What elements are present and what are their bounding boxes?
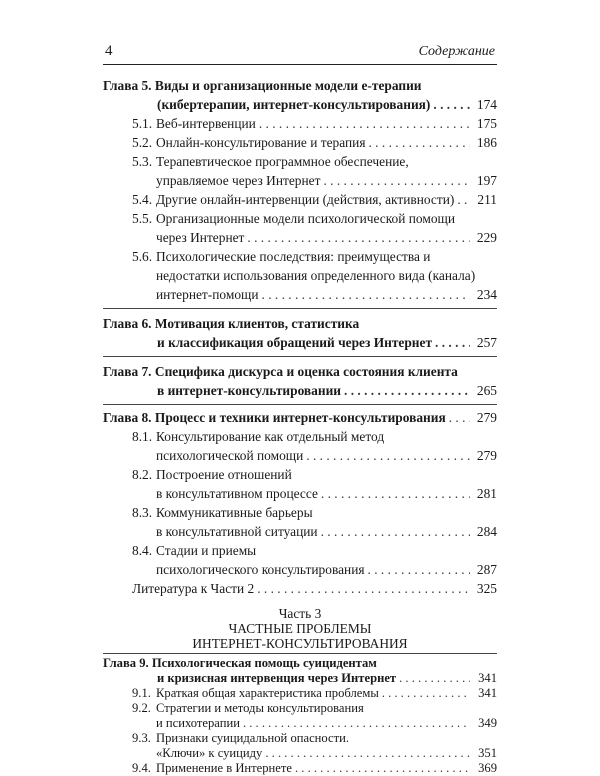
leader-dots: [323, 173, 470, 189]
section-title-cont: недостатки использования определенного вида (канала): [156, 268, 476, 283]
section-8-2-line-1[interactable]: [132, 467, 497, 483]
page-ref: 174: [476, 97, 497, 112]
page-ref: 257: [476, 335, 497, 350]
page-ref: 341: [478, 686, 497, 700]
leader-dots: [457, 192, 470, 208]
section-num: 5.6.: [132, 249, 153, 264]
section-num: 8.1.: [132, 429, 153, 444]
divider: [103, 308, 497, 309]
divider: [103, 356, 497, 357]
leader-dots: [435, 335, 470, 351]
section-9-line-3[interactable]: [156, 716, 497, 731]
part-3-title-1: ЧАСТНЫЕ ПРОБЛЕМЫ: [228, 621, 372, 636]
section-8-1-line-1[interactable]: [132, 429, 497, 445]
section-num: 9.4.: [132, 761, 151, 775]
section-8-3-line-1[interactable]: [132, 505, 497, 521]
leader-dots: [247, 230, 470, 246]
chapter-label: Глава 5.: [103, 78, 152, 93]
section-title: Онлайн-консультирование и терапия: [156, 135, 366, 150]
page-ref: 284: [476, 524, 497, 539]
section-title: Другие онлайн-интервенции (действия, активности): [156, 192, 455, 207]
section-5-4[interactable]: [132, 192, 497, 208]
section-title: Веб-интервенции: [156, 116, 256, 131]
chapter-9-line-1[interactable]: [103, 656, 377, 671]
page-number: 4: [105, 43, 113, 59]
divider: [103, 653, 497, 654]
chapter-5-line-2[interactable]: [157, 97, 497, 113]
page-ref: 325: [476, 581, 497, 596]
section-5-2[interactable]: [132, 135, 497, 151]
running-title: Содержание: [418, 44, 495, 59]
section-title: Признаки суицидальной опасности.: [156, 731, 349, 745]
section-9-line-4[interactable]: [132, 731, 497, 746]
leader-dots: [382, 686, 470, 701]
literature-part-2[interactable]: [132, 581, 497, 597]
section-num: 8.4.: [132, 543, 153, 558]
section-5-3-line-1[interactable]: [132, 154, 497, 170]
section-title: Стадии и приемы: [156, 543, 257, 558]
leader-dots: [321, 486, 470, 502]
section-title: Организационные модели психологической помощи: [156, 211, 456, 226]
section-8-4-line-2[interactable]: [156, 562, 497, 578]
chapter-8-line-1[interactable]: [103, 410, 497, 426]
section-num: 5.3.: [132, 154, 153, 169]
chapter-title-cont: в интернет-консультировании: [157, 383, 342, 398]
leader-dots: [368, 135, 470, 151]
divider: [103, 404, 497, 405]
section-5-6-line-2: [156, 268, 497, 284]
leader-dots: [243, 716, 470, 731]
section-5-6-line-3[interactable]: [156, 287, 497, 303]
section-title: и психотерапии: [156, 716, 240, 730]
chapter-title-cont: (кибертерапии, интернет-консультирования): [157, 97, 431, 112]
chapter-title: Психологическая помощь суицидентам: [151, 656, 377, 670]
section-title: Стратегии и методы консультирования: [156, 701, 364, 715]
section-5-3-line-2[interactable]: [156, 173, 497, 189]
literature-title: Литература к Части 2: [132, 581, 255, 596]
chapter-title: Процесс и техники интернет-консультирования: [154, 410, 446, 425]
page-ref: 369: [478, 761, 497, 775]
section-5-5-line-1[interactable]: [132, 211, 497, 227]
section-title-cont: психологической помощи: [156, 448, 304, 463]
chapter-title-cont: и классификация обращений через Интернет: [157, 335, 433, 350]
section-title: Краткая общая характеристика проблемы: [156, 686, 379, 700]
section-title-cont: психологического консультирования: [156, 562, 365, 577]
page-ref: 349: [478, 716, 497, 730]
section-num: 8.2.: [132, 467, 153, 482]
page-ref: 281: [476, 486, 497, 501]
chapter-title: Специфика дискурса и оценка состояния клиента: [154, 364, 458, 379]
section-9-1[interactable]: [132, 686, 497, 701]
page-ref: 279: [476, 410, 497, 425]
leader-dots: [321, 524, 470, 540]
part-3-title-2: ИНТЕРНЕТ-КОНСУЛЬТИРОВАНИЯ: [192, 636, 408, 651]
chapter-6-line-2[interactable]: [157, 335, 497, 351]
section-title: Построение отношений: [156, 467, 292, 482]
section-num: 5.2.: [132, 135, 153, 150]
chapter-label: Глава 8.: [103, 410, 152, 425]
section-9-line-6[interactable]: [132, 761, 497, 776]
section-5-5-line-2[interactable]: [156, 230, 497, 246]
leader-dots: [344, 383, 470, 399]
section-5-6-line-1[interactable]: [132, 249, 497, 265]
leader-dots: [399, 671, 470, 686]
section-title: Психологические последствия: преимущества и: [156, 249, 431, 264]
page-ref: 211: [477, 192, 497, 207]
page-ref: 229: [476, 230, 497, 245]
chapter-label: Глава 6.: [103, 316, 152, 331]
section-title: Применение в Интернете: [156, 761, 292, 775]
page-ref: 186: [476, 135, 497, 150]
section-num: 5.4.: [132, 192, 153, 207]
section-8-1-line-2[interactable]: [156, 448, 497, 464]
section-9-line-5[interactable]: [156, 746, 497, 761]
leader-dots: [433, 97, 470, 113]
section-title: Терапевтическое программное обеспечение,: [156, 154, 409, 169]
page-ref: 341: [478, 671, 497, 685]
section-title-cont: интернет-помощи: [156, 287, 259, 302]
chapter-7-line-1[interactable]: [103, 364, 458, 380]
section-num: 5.5.: [132, 211, 153, 226]
section-title: Консультирование как отдельный метод: [156, 429, 385, 444]
chapter-label: Глава 9.: [103, 656, 149, 670]
chapter-title: Мотивация клиентов, статистика: [154, 316, 360, 331]
leader-dots: [449, 410, 470, 426]
section-num: 9.3.: [132, 731, 151, 745]
section-title: Коммуникативные барьеры: [156, 505, 313, 520]
page-ref: 175: [476, 116, 497, 131]
chapter-title: Виды и организационные модели е-терапии: [154, 78, 422, 93]
leader-dots: [259, 116, 470, 132]
section-8-4-line-1[interactable]: [132, 543, 497, 559]
leader-dots: [257, 581, 470, 597]
section-title-cont: управляемое через Интернет: [156, 173, 321, 188]
chapter-label: Глава 7.: [103, 364, 152, 379]
section-title-cont: в консультативной ситуации: [156, 524, 318, 539]
section-5-1[interactable]: [132, 116, 497, 132]
page-ref: 351: [478, 746, 497, 760]
page-ref: 265: [476, 383, 497, 398]
page-ref: 197: [476, 173, 497, 188]
page-ref: 279: [476, 448, 497, 463]
part-3-label: Часть 3: [278, 606, 322, 621]
section-8-2-line-2[interactable]: [156, 486, 497, 502]
page-ref: 234: [476, 287, 497, 302]
section-title-cont: через Интернет: [156, 230, 245, 245]
section-num: 8.3.: [132, 505, 153, 520]
chapter-6-line-1[interactable]: [103, 316, 359, 332]
chapter-9-line-2[interactable]: [157, 671, 497, 686]
section-num: 9.2.: [132, 701, 151, 715]
leader-dots: [262, 287, 471, 303]
section-title-cont: в консультативном процессе: [156, 486, 318, 501]
section-num: 9.1.: [132, 686, 151, 700]
section-8-3-line-2[interactable]: [156, 524, 497, 540]
section-title: «Ключи» к суициду: [156, 746, 263, 760]
leader-dots: [306, 448, 470, 464]
chapter-5-line-1[interactable]: [103, 78, 422, 94]
section-num: 5.1.: [132, 116, 153, 131]
chapter-7-line-2[interactable]: [157, 383, 497, 399]
page-ref: 287: [476, 562, 497, 577]
leader-dots: [295, 761, 470, 776]
chapter-title-cont: и кризисная интервенция через Интернет: [157, 671, 397, 685]
leader-dots: [265, 746, 470, 761]
page-header: [103, 42, 497, 65]
leader-dots: [368, 562, 470, 578]
section-9-2-line-1[interactable]: [132, 701, 497, 716]
